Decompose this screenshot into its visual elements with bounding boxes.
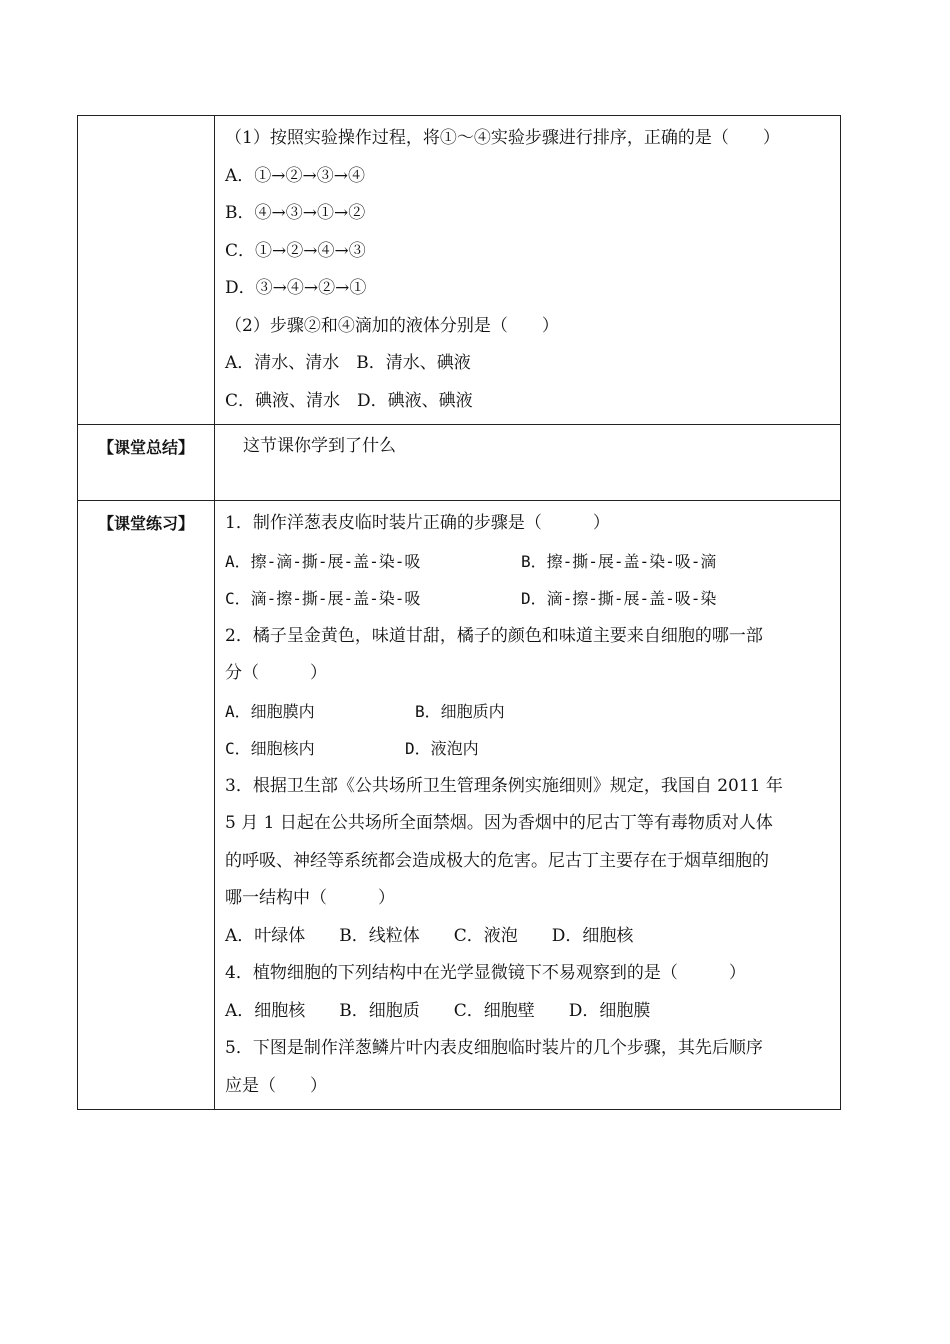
p1-option-c: C．滴-擦-撕-展-盖-染-吸 xyxy=(225,589,421,608)
p1-option-a: A．擦-滴-撕-展-盖-染-吸 xyxy=(225,551,421,571)
p1-options-row-2 xyxy=(225,580,832,618)
p3-line-3: 的呼吸、神经等系统都会造成极大的危害。尼古丁主要存在于烟草细胞的 xyxy=(225,850,769,871)
p4-stem: 4．植物细胞的下列结构中在光学显微镜下不易观察到的是（ ） xyxy=(225,963,746,983)
p1-options-row-1 xyxy=(225,543,832,581)
lesson-table xyxy=(77,115,841,1110)
q1-option-d: D．③→④→②→① xyxy=(225,278,367,298)
p1-option-d: D．滴-擦-撕-展-盖-吸-染 xyxy=(521,589,717,608)
p1-stem: 1．制作洋葱表皮临时装片正确的步骤是（ ） xyxy=(225,513,610,533)
p3-line-1: 3．根据卫生部《公共场所卫生管理条例实施细则》规定，我国自 2011 年 xyxy=(225,775,783,796)
empty-label-cell xyxy=(78,116,215,425)
p2-stem-line-1: 2．橘子呈金黄色，味道甘甜，橘子的颜色和味道主要来自细胞的哪一部 xyxy=(225,625,763,646)
experiment-questions-cell xyxy=(215,116,841,425)
summary-label: 【课堂总结】 xyxy=(78,425,215,501)
q1-option-c: C．①→②→④→③ xyxy=(225,240,366,261)
practice-cell xyxy=(215,501,841,1110)
p3-line-4: 哪一结构中（ ） xyxy=(225,888,395,908)
p2-option-d: D．液泡内 xyxy=(405,739,479,758)
summary-text: 这节课你学到了什么 xyxy=(243,436,396,456)
q2-options-line-2: C．碘液、清水 D．碘液、碘液 xyxy=(225,390,473,411)
p2-options-row-1 xyxy=(225,693,832,731)
q1-stem: （1）按照实验操作过程，将①～④实验步骤进行排序，正确的是（ ） xyxy=(225,128,780,148)
p5-line-2: 应是（ ） xyxy=(225,1075,327,1096)
p2-options-row-2 xyxy=(225,730,832,768)
practice-row xyxy=(78,501,841,1110)
p5-line-1: 5．下图是制作洋葱鳞片叶内表皮细胞临时装片的几个步骤，其先后顺序 xyxy=(225,1038,763,1058)
q1-option-a: A．①→②→③→④ xyxy=(225,165,366,186)
summary-cell xyxy=(215,425,841,501)
p2-stem-line-2: 分（ ） xyxy=(225,663,327,683)
p4-options: A．细胞核 B．细胞质 C．细胞壁 D．细胞膜 xyxy=(225,1000,651,1021)
summary-row xyxy=(78,425,841,501)
p2-option-c: C．细胞核内 xyxy=(225,739,315,758)
question-row xyxy=(78,116,841,425)
q2-options-line-1: A．清水、清水 B．清水、碘液 xyxy=(225,353,471,373)
p2-option-b: B．细胞质内 xyxy=(415,701,505,721)
p1-option-b: B．擦-撕-展-盖-染-吸-滴 xyxy=(521,551,717,571)
p3-line-2: 5 月 1 日起在公共场所全面禁烟。因为香烟中的尼古丁等有毒物质对人体 xyxy=(225,813,773,833)
q1-option-b: B．④→③→①→② xyxy=(225,203,366,223)
p2-option-a: A．细胞膜内 xyxy=(225,701,315,721)
practice-label: 【课堂练习】 xyxy=(78,501,215,1110)
p3-options: A．叶绿体 B．线粒体 C．液泡 D．细胞核 xyxy=(225,925,634,946)
q2-stem: （2）步骤②和④滴加的液体分别是（ ） xyxy=(225,315,559,336)
